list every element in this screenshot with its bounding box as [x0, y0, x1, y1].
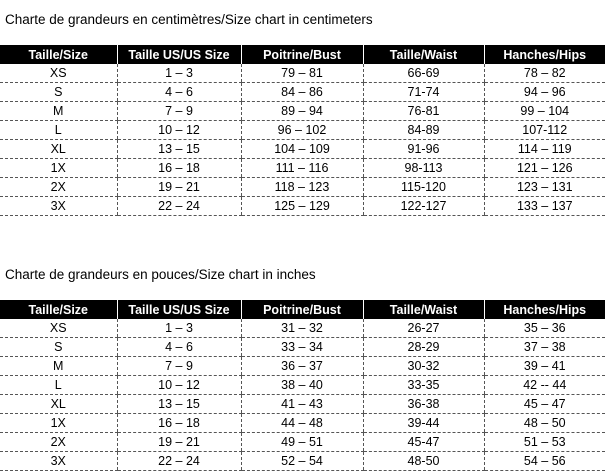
- cell-bust: 84 – 86: [241, 83, 363, 102]
- cell-size: L: [0, 376, 117, 395]
- cell-bust: 31 – 32: [241, 319, 363, 338]
- header-size: Taille/Size: [0, 45, 117, 64]
- table-row: [0, 178, 605, 197]
- cell-bust: 36 – 37: [241, 357, 363, 376]
- cell-us-size: 19 – 21: [117, 433, 241, 452]
- header-size: Taille/Size: [0, 300, 117, 319]
- cell-waist: 39-44: [363, 414, 484, 433]
- cell-waist: 91-96: [363, 140, 484, 159]
- header-us-size: Taille US/US Size: [117, 300, 241, 319]
- table-row: [0, 395, 605, 414]
- cell-bust: 125 – 129: [241, 197, 363, 216]
- cell-hips: 99 – 104: [484, 102, 605, 121]
- cell-us-size: 13 – 15: [117, 140, 241, 159]
- cell-hips: 123 – 131: [484, 178, 605, 197]
- cell-bust: 49 – 51: [241, 433, 363, 452]
- table-row: [0, 197, 605, 216]
- cell-hips: 51 – 53: [484, 433, 605, 452]
- cell-hips: 48 – 50: [484, 414, 605, 433]
- cell-us-size: 13 – 15: [117, 395, 241, 414]
- cell-size: XL: [0, 395, 117, 414]
- table-row: [0, 357, 605, 376]
- table-row: [0, 414, 605, 433]
- cell-bust: 44 – 48: [241, 414, 363, 433]
- imperial-size-table: [0, 300, 605, 471]
- header-bust: Poitrine/Bust: [241, 45, 363, 64]
- cell-us-size: 16 – 18: [117, 414, 241, 433]
- cell-bust: 79 – 81: [241, 64, 363, 83]
- cell-waist: 115-120: [363, 178, 484, 197]
- cell-us-size: 10 – 12: [117, 376, 241, 395]
- header-us-size: Taille US/US Size: [117, 45, 241, 64]
- cell-waist: 98-113: [363, 159, 484, 178]
- cell-bust: 89 – 94: [241, 102, 363, 121]
- header-bust: Poitrine/Bust: [241, 300, 363, 319]
- table-row: [0, 376, 605, 395]
- cell-size: XS: [0, 319, 117, 338]
- table-row: [0, 140, 605, 159]
- cell-us-size: 22 – 24: [117, 452, 241, 471]
- cell-size: 2X: [0, 178, 117, 197]
- cell-hips: 45 – 47: [484, 395, 605, 414]
- cell-us-size: 16 – 18: [117, 159, 241, 178]
- cell-waist: 26-27: [363, 319, 484, 338]
- cell-waist: 71-74: [363, 83, 484, 102]
- cell-us-size: 19 – 21: [117, 178, 241, 197]
- header-hips: Hanches/Hips: [484, 300, 605, 319]
- cell-size: M: [0, 357, 117, 376]
- table-row: [0, 121, 605, 140]
- cell-us-size: 22 – 24: [117, 197, 241, 216]
- table-row: [0, 433, 605, 452]
- cell-size: 3X: [0, 452, 117, 471]
- table-row: [0, 64, 605, 83]
- cell-size: M: [0, 102, 117, 121]
- cell-waist: 122-127: [363, 197, 484, 216]
- cell-hips: 107-112: [484, 121, 605, 140]
- table-row: [0, 159, 605, 178]
- table-row: [0, 452, 605, 471]
- table-row: [0, 338, 605, 357]
- cell-size: 2X: [0, 433, 117, 452]
- imperial-chart-title: Charte de grandeurs en pouces/Size chart in inches: [5, 267, 316, 282]
- cell-waist: 45-47: [363, 433, 484, 452]
- header-waist: Taille/Waist: [363, 45, 484, 64]
- cell-hips: 54 – 56: [484, 452, 605, 471]
- cell-us-size: 7 – 9: [117, 102, 241, 121]
- cell-waist: 66-69: [363, 64, 484, 83]
- cell-hips: 121 – 126: [484, 159, 605, 178]
- cell-waist: 36-38: [363, 395, 484, 414]
- table-row: [0, 102, 605, 121]
- cell-size: L: [0, 121, 117, 140]
- cell-bust: 111 – 116: [241, 159, 363, 178]
- cell-us-size: 1 – 3: [117, 64, 241, 83]
- cell-hips: 35 – 36: [484, 319, 605, 338]
- cell-us-size: 7 – 9: [117, 357, 241, 376]
- cell-size: 1X: [0, 414, 117, 433]
- cell-us-size: 10 – 12: [117, 121, 241, 140]
- cell-waist: 33-35: [363, 376, 484, 395]
- metric-chart-title: Charte de grandeurs en centimètres/Size chart in centimeters: [5, 12, 373, 27]
- cell-bust: 33 – 34: [241, 338, 363, 357]
- cell-bust: 96 – 102: [241, 121, 363, 140]
- cell-bust: 41 – 43: [241, 395, 363, 414]
- cell-waist: 76-81: [363, 102, 484, 121]
- cell-hips: 94 – 96: [484, 83, 605, 102]
- cell-hips: 78 – 82: [484, 64, 605, 83]
- table-header-row: [0, 300, 605, 319]
- cell-bust: 104 – 109: [241, 140, 363, 159]
- cell-hips: 133 – 137: [484, 197, 605, 216]
- metric-size-table: [0, 45, 605, 216]
- cell-size: S: [0, 83, 117, 102]
- cell-size: 3X: [0, 197, 117, 216]
- cell-waist: 48-50: [363, 452, 484, 471]
- cell-us-size: 4 – 6: [117, 338, 241, 357]
- cell-waist: 84-89: [363, 121, 484, 140]
- cell-hips: 39 – 41: [484, 357, 605, 376]
- cell-hips: 114 – 119: [484, 140, 605, 159]
- cell-waist: 30-32: [363, 357, 484, 376]
- table-row: [0, 83, 605, 102]
- header-waist: Taille/Waist: [363, 300, 484, 319]
- cell-bust: 52 – 54: [241, 452, 363, 471]
- cell-bust: 38 – 40: [241, 376, 363, 395]
- cell-bust: 118 – 123: [241, 178, 363, 197]
- cell-size: S: [0, 338, 117, 357]
- cell-us-size: 4 – 6: [117, 83, 241, 102]
- cell-size: XS: [0, 64, 117, 83]
- cell-size: XL: [0, 140, 117, 159]
- cell-hips: 42 -- 44: [484, 376, 605, 395]
- table-row: [0, 319, 605, 338]
- cell-us-size: 1 – 3: [117, 319, 241, 338]
- cell-waist: 28-29: [363, 338, 484, 357]
- header-hips: Hanches/Hips: [484, 45, 605, 64]
- cell-size: 1X: [0, 159, 117, 178]
- table-header-row: [0, 45, 605, 64]
- cell-hips: 37 – 38: [484, 338, 605, 357]
